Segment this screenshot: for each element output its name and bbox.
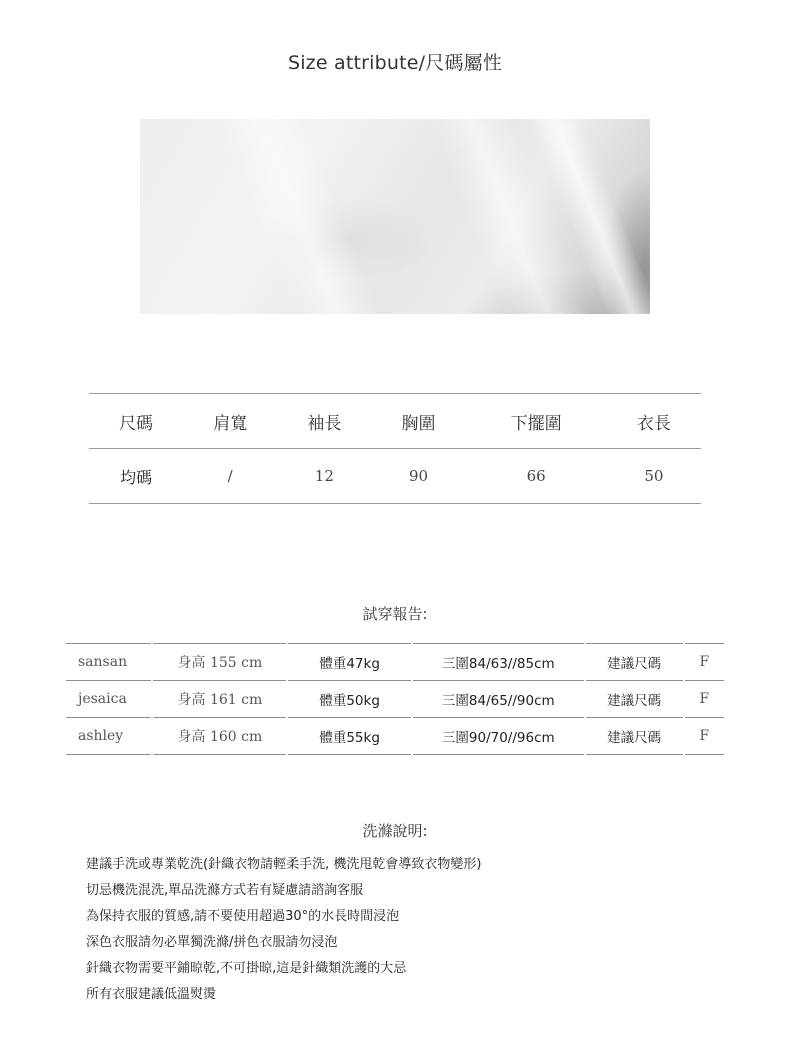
table-row (66, 643, 724, 681)
tryon-size: F (685, 643, 724, 681)
header-hem: 下擺圍 (466, 394, 607, 449)
cell-bust: 90 (371, 449, 465, 504)
tryon-size: F (685, 718, 724, 755)
fabric-closeup-image (140, 119, 650, 314)
tryon-recommend-label: 建議尺碼 (586, 681, 683, 718)
tryon-weight: 體重50kg (288, 681, 411, 718)
list-item: 為保持衣服的質感,請不要使用超過30°的水長時間浸泡 (86, 909, 400, 924)
tryon-recommend-label: 建議尺碼 (586, 643, 683, 681)
tryon-weight: 體重55kg (288, 718, 411, 755)
tryon-recommend-label: 建議尺碼 (586, 718, 683, 755)
header-bust: 胸圍 (371, 394, 465, 449)
tryon-size: F (685, 681, 724, 718)
care-title: 洗滌說明: (362, 822, 428, 840)
table-row (66, 718, 724, 755)
care-instructions-list (86, 852, 481, 1008)
header-shoulder: 肩寬 (183, 394, 277, 449)
tryon-height: 身高 160 cm (153, 718, 286, 755)
tryon-title: 試穿報告: (362, 605, 428, 623)
page-title: Size attribute/尺碼屬性 (287, 52, 503, 74)
list-item: 針織衣物需要平鋪晾乾,不可掛晾,這是針織類洗護的大忌 (86, 961, 407, 976)
header-size: 尺碼 (89, 394, 183, 449)
tryon-height: 身高 161 cm (153, 681, 286, 718)
table-row (89, 449, 701, 504)
list-item: 建議手洗或專業乾洗(針織衣物請輕柔手洗, 機洗甩乾會導致衣物變形) (86, 857, 482, 872)
cell-size: 均碼 (89, 449, 183, 504)
tryon-measurements: 三圍90/70//96cm (413, 718, 584, 755)
table-row (66, 681, 724, 718)
tryon-measurements: 三圍84/63//85cm (413, 643, 584, 681)
tryon-name: sansan (66, 643, 151, 681)
cell-length: 50 (607, 449, 701, 504)
list-item: 所有衣服建議低溫熨燙 (86, 987, 217, 1002)
header-length: 衣長 (607, 394, 701, 449)
header-sleeve: 袖長 (277, 394, 371, 449)
tryon-name: ashley (66, 718, 151, 755)
tryon-name: jesaica (66, 681, 151, 718)
cell-hem: 66 (466, 449, 607, 504)
size-table-header (89, 394, 701, 449)
size-table (89, 393, 701, 504)
list-item: 深色衣服請勿必單獨洗滌/拼色衣服請勿浸泡 (86, 935, 338, 950)
tryon-measurements: 三圍84/65//90cm (413, 681, 584, 718)
cell-sleeve: 12 (277, 449, 371, 504)
cell-shoulder: / (183, 449, 277, 504)
list-item: 切忌機洗混洗,單品洗滌方式若有疑慮請諮詢客服 (86, 883, 364, 898)
tryon-height: 身高 155 cm (153, 643, 286, 681)
tryon-table (64, 643, 726, 755)
tryon-weight: 體重47kg (288, 643, 411, 681)
